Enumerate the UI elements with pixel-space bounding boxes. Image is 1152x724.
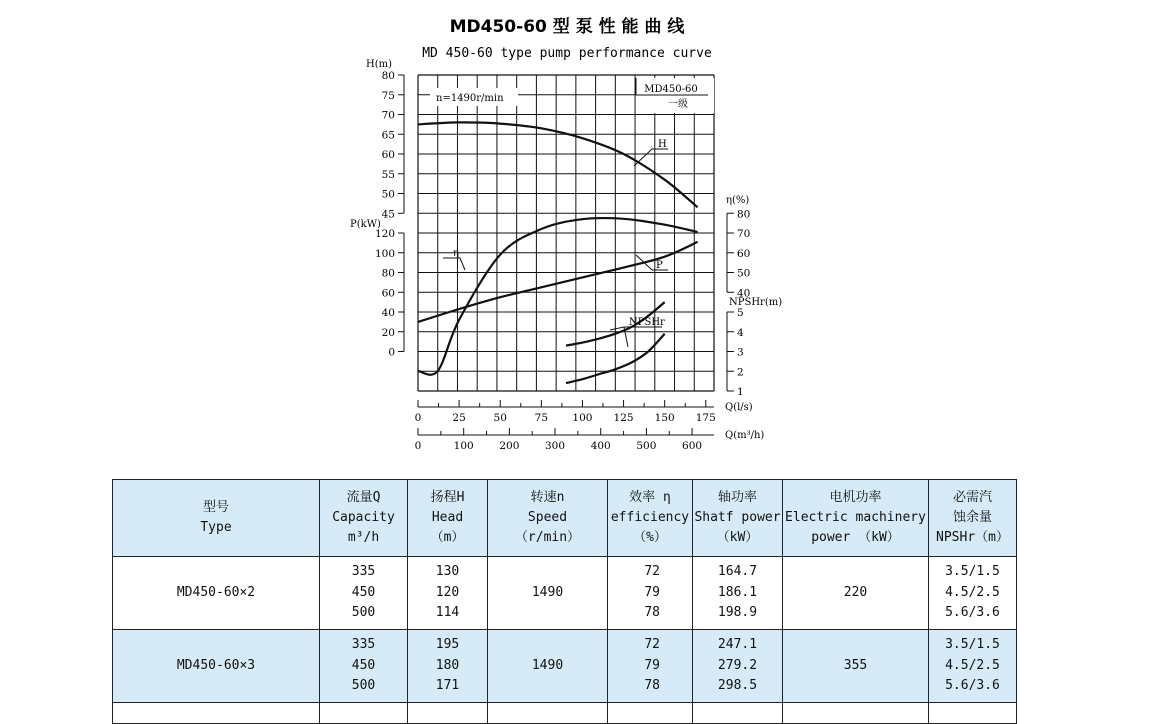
- q-ls-tick-label: 125: [613, 412, 634, 424]
- chart-title-en: MD 450-60 type pump performance curve: [422, 46, 712, 61]
- npshr-tick-label: 5: [737, 307, 744, 319]
- p-tick-label: 0: [388, 346, 395, 359]
- q-m3h-axis-title: Q(m³/h): [725, 430, 765, 441]
- p-tick-label: 100: [374, 247, 395, 260]
- table-header-row: [113, 480, 1017, 557]
- cell-type: MD450-60×3: [113, 630, 320, 703]
- q-m3h-tick-label: 100: [453, 440, 474, 452]
- q-m3h-tick-label: 200: [499, 440, 520, 452]
- h-tick-label: 50: [381, 188, 395, 201]
- cell-speed: 1490: [488, 557, 608, 630]
- table-row-partial: [113, 703, 1017, 724]
- header-efficiency: 效率 η efficiency （%）: [608, 480, 693, 557]
- q-m3h-tick-label: 500: [636, 440, 657, 452]
- npshr-tick-label: 1: [737, 386, 744, 398]
- cell-npshr: 3.5/1.5 4.5/2.5 5.6/3.6: [929, 557, 1017, 630]
- q-ls-tick-label: 0: [414, 412, 422, 424]
- model-label: MD450-60: [644, 84, 698, 95]
- q-m3h-tick-label: 300: [545, 440, 566, 452]
- h-tick-label: 75: [381, 89, 395, 102]
- cell-capacity: 335 450 500: [320, 557, 408, 630]
- cell-shaft-power: 164.7 186.1 198.9: [693, 557, 783, 630]
- q-m3h-tick-label: 0: [414, 440, 422, 452]
- label-eta: η: [453, 248, 459, 259]
- label-p: P: [656, 260, 663, 271]
- h-tick-label: 65: [381, 129, 395, 142]
- q-ls-tick-label: 75: [534, 412, 549, 424]
- q-ls-tick-label: 175: [695, 412, 716, 424]
- q-m3h-tick-label: 400: [590, 440, 611, 452]
- q-ls-axis-title: Q(l/s): [725, 402, 753, 413]
- header-head: 扬程H Head （m）: [408, 480, 488, 557]
- cell-type: MD450-60×2: [113, 557, 320, 630]
- cell-npshr: 3.5/1.5 4.5/2.5 5.6/3.6: [929, 630, 1017, 703]
- h-tick-label: 60: [381, 149, 395, 161]
- stage-label: 一级: [668, 99, 688, 110]
- h-tick-label: 45: [381, 208, 395, 221]
- q-m3h-tick-label: 600: [682, 440, 703, 452]
- eta-tick-label: 50: [737, 267, 751, 280]
- cell-motor-power: 355: [783, 630, 929, 703]
- q-ls-tick-label: 100: [572, 412, 593, 424]
- p-tick-label: 80: [381, 267, 395, 280]
- h-axis-title: H(m): [366, 59, 393, 70]
- header-shaft-power: 轴功率 Shatf power （kW）: [693, 480, 783, 557]
- h-tick-label: 55: [381, 168, 395, 181]
- cell-head: 195 180 171: [408, 630, 488, 703]
- p-tick-label: 60: [381, 287, 395, 300]
- cell-speed: 1490: [488, 630, 608, 703]
- npshr-tick-label: 2: [737, 366, 744, 379]
- q-ls-tick-label: 50: [493, 412, 507, 424]
- header-capacity: 流量Q Capacity m³/h: [320, 480, 408, 557]
- table-row: [113, 630, 1017, 703]
- cell-capacity: 335 450 500: [320, 630, 408, 703]
- p-tick-label: 20: [381, 326, 395, 339]
- label-h: H: [658, 139, 667, 150]
- speed-label: n=1490r/min: [436, 93, 504, 104]
- cell-efficiency: 72 79 78: [608, 630, 693, 703]
- series-h-curve: [418, 122, 698, 207]
- h-tick-label: 70: [381, 109, 395, 122]
- p-tick-label: 40: [381, 307, 395, 319]
- npshr-tick-label: 4: [737, 326, 744, 339]
- header-motor-power: 电机功率 Electric machinery power （kW）: [783, 480, 929, 557]
- eta-tick-label: 40: [737, 287, 751, 300]
- eta-axis-title: η(%): [726, 195, 750, 206]
- chart-title-cn: MD450-60 型 泵 性 能 曲 线: [449, 17, 685, 37]
- eta-tick-label: 80: [737, 208, 751, 221]
- header-speed: 转速n Speed （r/min）: [488, 480, 608, 557]
- spec-table: [112, 479, 1017, 724]
- eta-tick-label: 60: [737, 247, 751, 260]
- p-axis-title: P(kW): [350, 219, 381, 230]
- model-box: [636, 78, 714, 112]
- cell-shaft-power: 247.1 279.2 298.5: [693, 630, 783, 703]
- q-ls-tick-label: 25: [452, 412, 466, 424]
- cell-head: 130 120 114: [408, 557, 488, 630]
- header-type: 型号 Type: [113, 480, 320, 557]
- label-npshr: NPSHr: [629, 317, 665, 328]
- h-tick-label: 80: [381, 70, 395, 82]
- npshr-axis-title: NPSHr(m): [729, 297, 783, 308]
- table-row: [113, 557, 1017, 630]
- p-tick-label: 120: [374, 228, 395, 240]
- eta-tick-label: 70: [737, 228, 751, 240]
- header-npshr: 必需汽 蚀余量 NPSHr（m）: [929, 480, 1017, 557]
- cell-motor-power: 220: [783, 557, 929, 630]
- q-ls-tick-label: 150: [654, 412, 675, 424]
- cell-efficiency: 72 79 78: [608, 557, 693, 630]
- npshr-tick-label: 3: [737, 346, 744, 359]
